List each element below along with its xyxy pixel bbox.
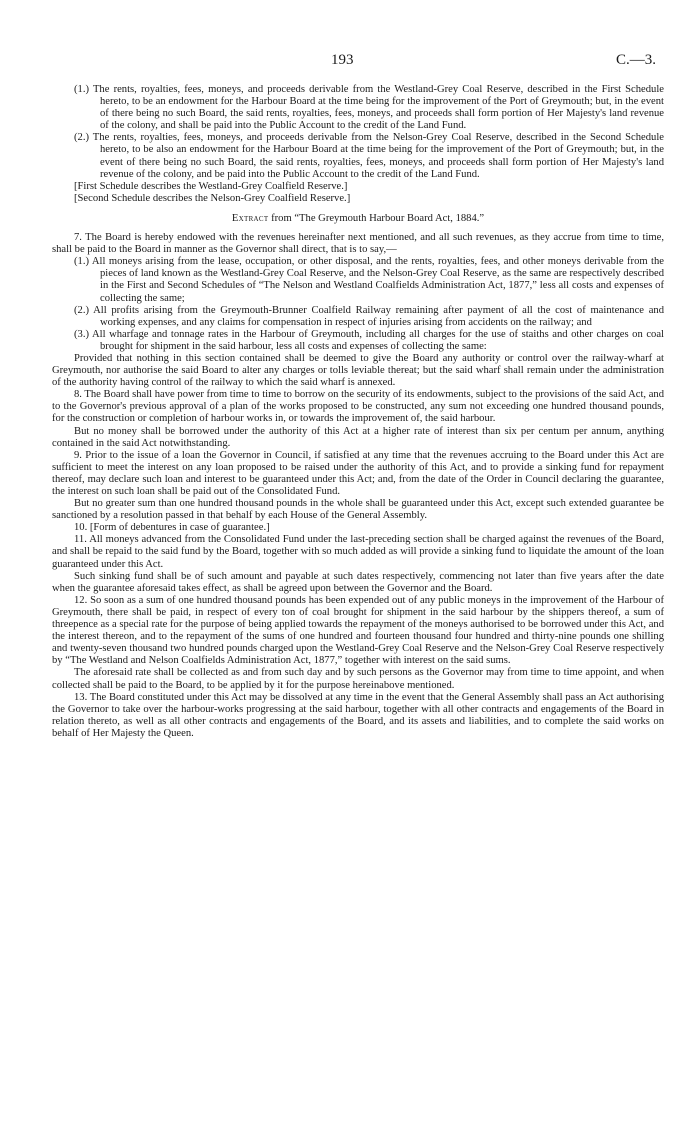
section-paragraph: 12. So soon as a sum of one hundred thousand pounds has been expended out of any public moneys in the improvement of the Harbour of Greymouth, there shall be paid, in respect of every ton of coal brought for shipment in the said harbour by the shippers thereof, a sum of threepence as a special rate for the purpose of being applied towards the repayment of the moneys authorised to be borrowed under this Act, and the interest thereon, and to the repayment of the sums of one hundred and fourteen thousand four hundred and thirty-nine pounds one shilling and twenty-seven thousand two hundred pounds charged upon the Westland-Grey Coal Reserve and the Nelson-Grey Coal Reserve respectively by “The Westland and Nelson Coalfields Administration Act, 1877,” together with interest on the said sums. [52, 594, 664, 667]
extract-heading [52, 213, 664, 225]
page-number: 193 [331, 52, 354, 68]
section-paragraph: 9. Prior to the issue of a loan the Governor in Council, if satisfied at any time that the revenues accruing to the Board under this Act are sufficient to meet the interest on any loan proposed to be raised under the authority of this Act, and to provide a sinking fund for repayment thereof, may declare such loan and interest to be guaranteed under this Act; and, from the date of the Order in Council declaring the guarantee, the interest on such loan shall be paid out of the Consolidated Fund. [52, 449, 664, 497]
extract-heading-title: from “The Greymouth Harbour Board Act, 1884.” [268, 212, 485, 224]
clause-item: (2.) The rents, royalties, fees, moneys, and proceeds derivable from the Nelson-Grey Coal Reserve, described in the Second Schedule hereto, to be also an endowment for the Harbour Board at the time being for the improvement of the Port of Greymouth; but, in the event of there being no such Board, the said rents, royalties, fees, moneys, and proceeds shall form portion of Her Majesty's land revenue of the colony, and be paid into the Public Account to the credit of the Land Fund. [74, 132, 664, 180]
document-body [52, 84, 664, 740]
section-paragraph: But no greater sum than one hundred thousand pounds in the whole shall be guaranteed under this Act, except such extended guarantee be sanctioned by a resolution passed in that behalf by each House of the General Assembly. [52, 498, 664, 522]
clause-item: (1.) All moneys arising from the lease, occupation, or other disposal, and the rents, royalties, fees, and other moneys derivable from the pieces of land known as the Westland-Grey Coal Reserve, and the Nelson-Grey Coal Reserve, as the same are respectively described in the First and Second Schedules of “The Nelson and Westland Coalfields Administration Act, 1877,” less all costs and expenses of collecting the same; [74, 256, 664, 304]
schedule-note: [Second Schedule describes the Nelson-Grey Coalfield Reserve.] [74, 192, 351, 204]
schedule-note: [First Schedule describes the Westland-Grey Coalfield Reserve.] [74, 180, 348, 192]
section-paragraph: 11. All moneys advanced from the Consolidated Fund under the last-preceding section shall be charged against the revenues of the Board, and shall be repaid to the said fund by the Board, together with so much added as will provide a sinking fund to liquidate the amount of the loan guaranteed under this Act. [52, 534, 664, 570]
page-header [0, 52, 700, 74]
section-paragraph: 8. The Board shall have power from time to time to borrow on the security of its endowments, subject to the provisions of the said Act, and to the Governor's previous approval of a plan of the works proposed to be constructed, any sum not exceeding one hundred thousand pounds, for the construction or completion of harbour works in, or towards the improvement of, the said harbour. [52, 389, 664, 425]
section-paragraph: 10. [Form of debentures in case of guarantee.] [74, 522, 270, 534]
clause-item: (3.) All wharfage and tonnage rates in the Harbour of Greymouth, including all charges for the use of staiths and other charges on coal brought for shipment in the said harbour, less all costs and expenses of collecting the same: [74, 328, 664, 352]
section-paragraph: 13. The Board constituted under this Act may be dissolved at any time in the event that the General Assembly shall pass an Act authorising the Governor to take over the harbour-works progressing at the said harbour, together with all other contracts and engagements of the Board in relation thereto, as well as all other contracts and engagements of the Board, and its assets and liabilities, and to complete the said works on behalf of Her Majesty the Queen. [52, 691, 664, 739]
section-paragraph: The aforesaid rate shall be collected as and from such day and by such persons as the Governor may from time to time appoint, and when collected shall be paid to the Board, to be applied by it for the purpose hereinabove mentioned. [52, 667, 664, 691]
extract-heading-lead: Extract [231, 212, 269, 224]
document-reference: C.—3. [615, 52, 656, 68]
section-paragraph: Provided that nothing in this section contained shall be deemed to give the Board any authority or control over the railway-wharf at Greymouth, nor authorise the said Board to alter any charges or tolls leviable thereat; but the said wharf shall remain under the administration of the authority having control of the railway to which the said wharf is annexed. [52, 352, 664, 389]
section-paragraph: 7. The Board is hereby endowed with the revenues hereinafter next mentioned, and all such revenues, as they accrue from time to time, shall be paid to the Board in manner as the Governor shall direct, that is to say,— [52, 232, 664, 256]
section-paragraph: Such sinking fund shall be of such amount and payable at such dates respectively, commencing not later than five years after the date when the guarantee aforesaid takes effect, as shall be agreed upon between the Governor and the Board. [52, 570, 664, 594]
clause-item: (1.) The rents, royalties, fees, moneys, and proceeds derivable from the Westland-Grey Coal Reserve, described in the First Schedule hereto, to be an endowment for the Harbour Board at the time being for the improvement of the Port of Greymouth; but, in the event of there being no such Board, the said rents, royalties, fees, moneys, and proceeds shall form portion of Her Majesty's land revenue of the colony, and shall be paid into the Public Account to the credit of the Land Fund. [74, 84, 664, 132]
clause-item: (2.) All profits arising from the Greymouth-Brunner Coalfield Railway remaining after payment of all the cost of maintenance and working expenses, and any claims for compensation in respect of injuries arising from accidents on the railway; and [74, 304, 664, 328]
section-paragraph: But no money shall be borrowed under the authority of this Act at a higher rate of interest than six per centum per annum, anything contained in the said Act notwithstanding. [52, 425, 664, 449]
